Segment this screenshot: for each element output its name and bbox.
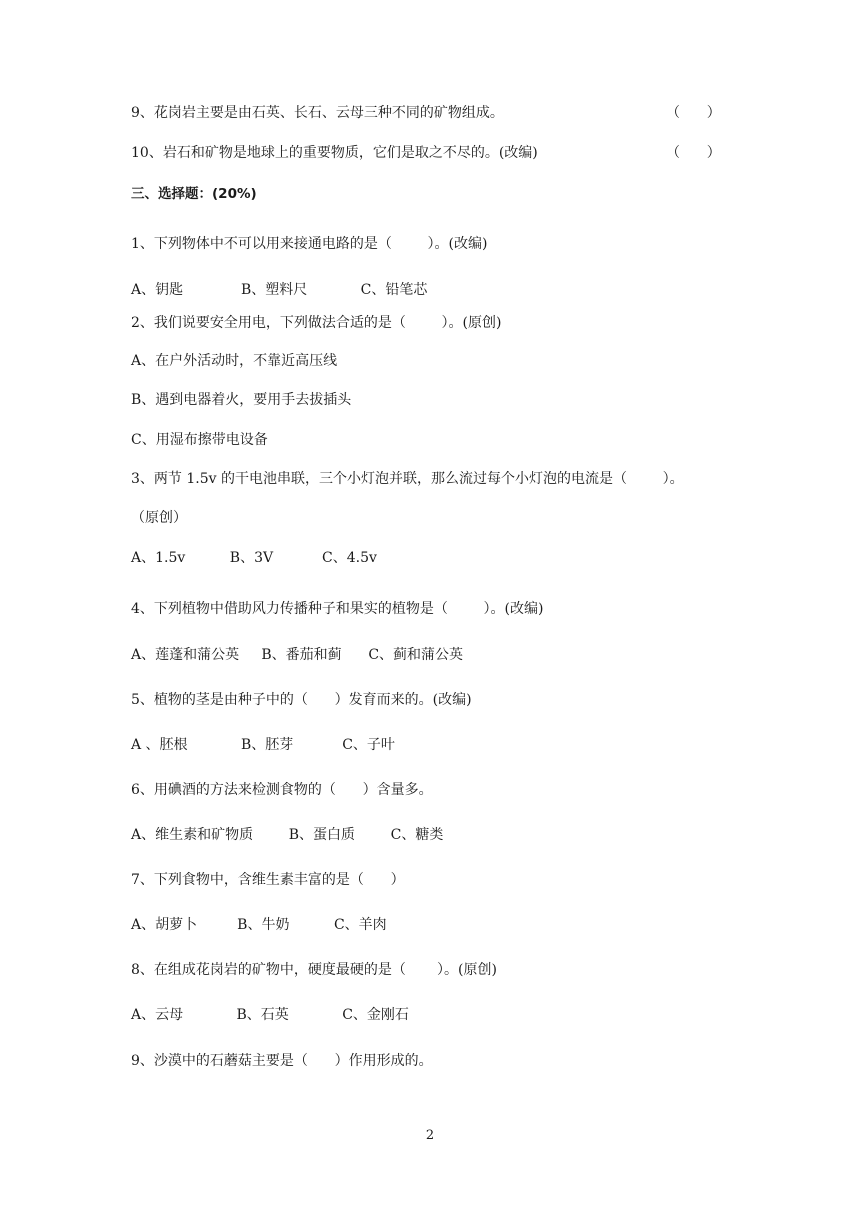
question-3-options: A、1.5v B、3V C、4.5v: [131, 550, 377, 566]
page-number: 2: [425, 1128, 435, 1143]
question-2: 2、我们说要安全用电，下列做法合适的是（ ）。(原创): [131, 315, 502, 331]
question-4-options: A、莲蓬和蒲公英 B、番茄和蓟 C、蓟和蒲公英: [131, 647, 464, 663]
question-3-source: （原创）: [131, 510, 187, 526]
question-2-option-c: C、用湿布擦带电设备: [131, 432, 268, 448]
question-5: 5、植物的茎是由种子中的（ ）发育而来的。(改编): [131, 692, 472, 708]
question-2-option-a: A、在户外活动时，不靠近高压线: [131, 353, 338, 369]
question-8-options: A、云母 B、石英 C、金刚石: [131, 1007, 409, 1023]
judge-item-9-answer-blank: （ ）: [666, 105, 721, 121]
question-9: 9、沙漠中的石蘑菇主要是（ ）作用形成的。: [131, 1053, 433, 1069]
section-title-choice: 三、选择题：(20%): [131, 186, 257, 202]
question-1-options: A、钥匙 B、塑料尺 C、铅笔芯: [131, 282, 428, 298]
question-7-options: A、胡萝卜 B、牛奶 C、羊肉: [131, 917, 387, 933]
judge-item-10: 10、岩石和矿物是地球上的重要物质，它们是取之不尽的。(改编): [131, 145, 538, 161]
judge-item-9: 9、花岗岩主要是由石英、长石、云母三种不同的矿物组成。: [131, 105, 504, 121]
question-7: 7、下列食物中，含维生素丰富的是（ ）: [131, 872, 405, 888]
question-2-option-b: B、遇到电器着火，要用手去拔插头: [131, 392, 352, 408]
judge-item-10-answer-blank: （ ）: [666, 145, 721, 161]
question-6: 6、用碘酒的方法来检测食物的（ ）含量多。: [131, 782, 433, 798]
question-6-options: A、维生素和矿物质 B、蛋白质 C、糖类: [131, 827, 444, 843]
question-8: 8、在组成花岗岩的矿物中，硬度最硬的是（ ）。(原创): [131, 962, 497, 978]
question-1: 1、下列物体中不可以用来接通电路的是（ ）。(改编): [131, 236, 488, 252]
question-4: 4、下列植物中借助风力传播种子和果实的植物是（ ）。(改编): [131, 601, 544, 617]
question-3: 3、两节 1.5v 的干电池串联，三个小灯泡并联，那么流过每个小灯泡的电流是（ ）。: [131, 471, 684, 487]
question-5-options: A 、胚根 B、胚芽 C、子叶: [131, 737, 395, 753]
